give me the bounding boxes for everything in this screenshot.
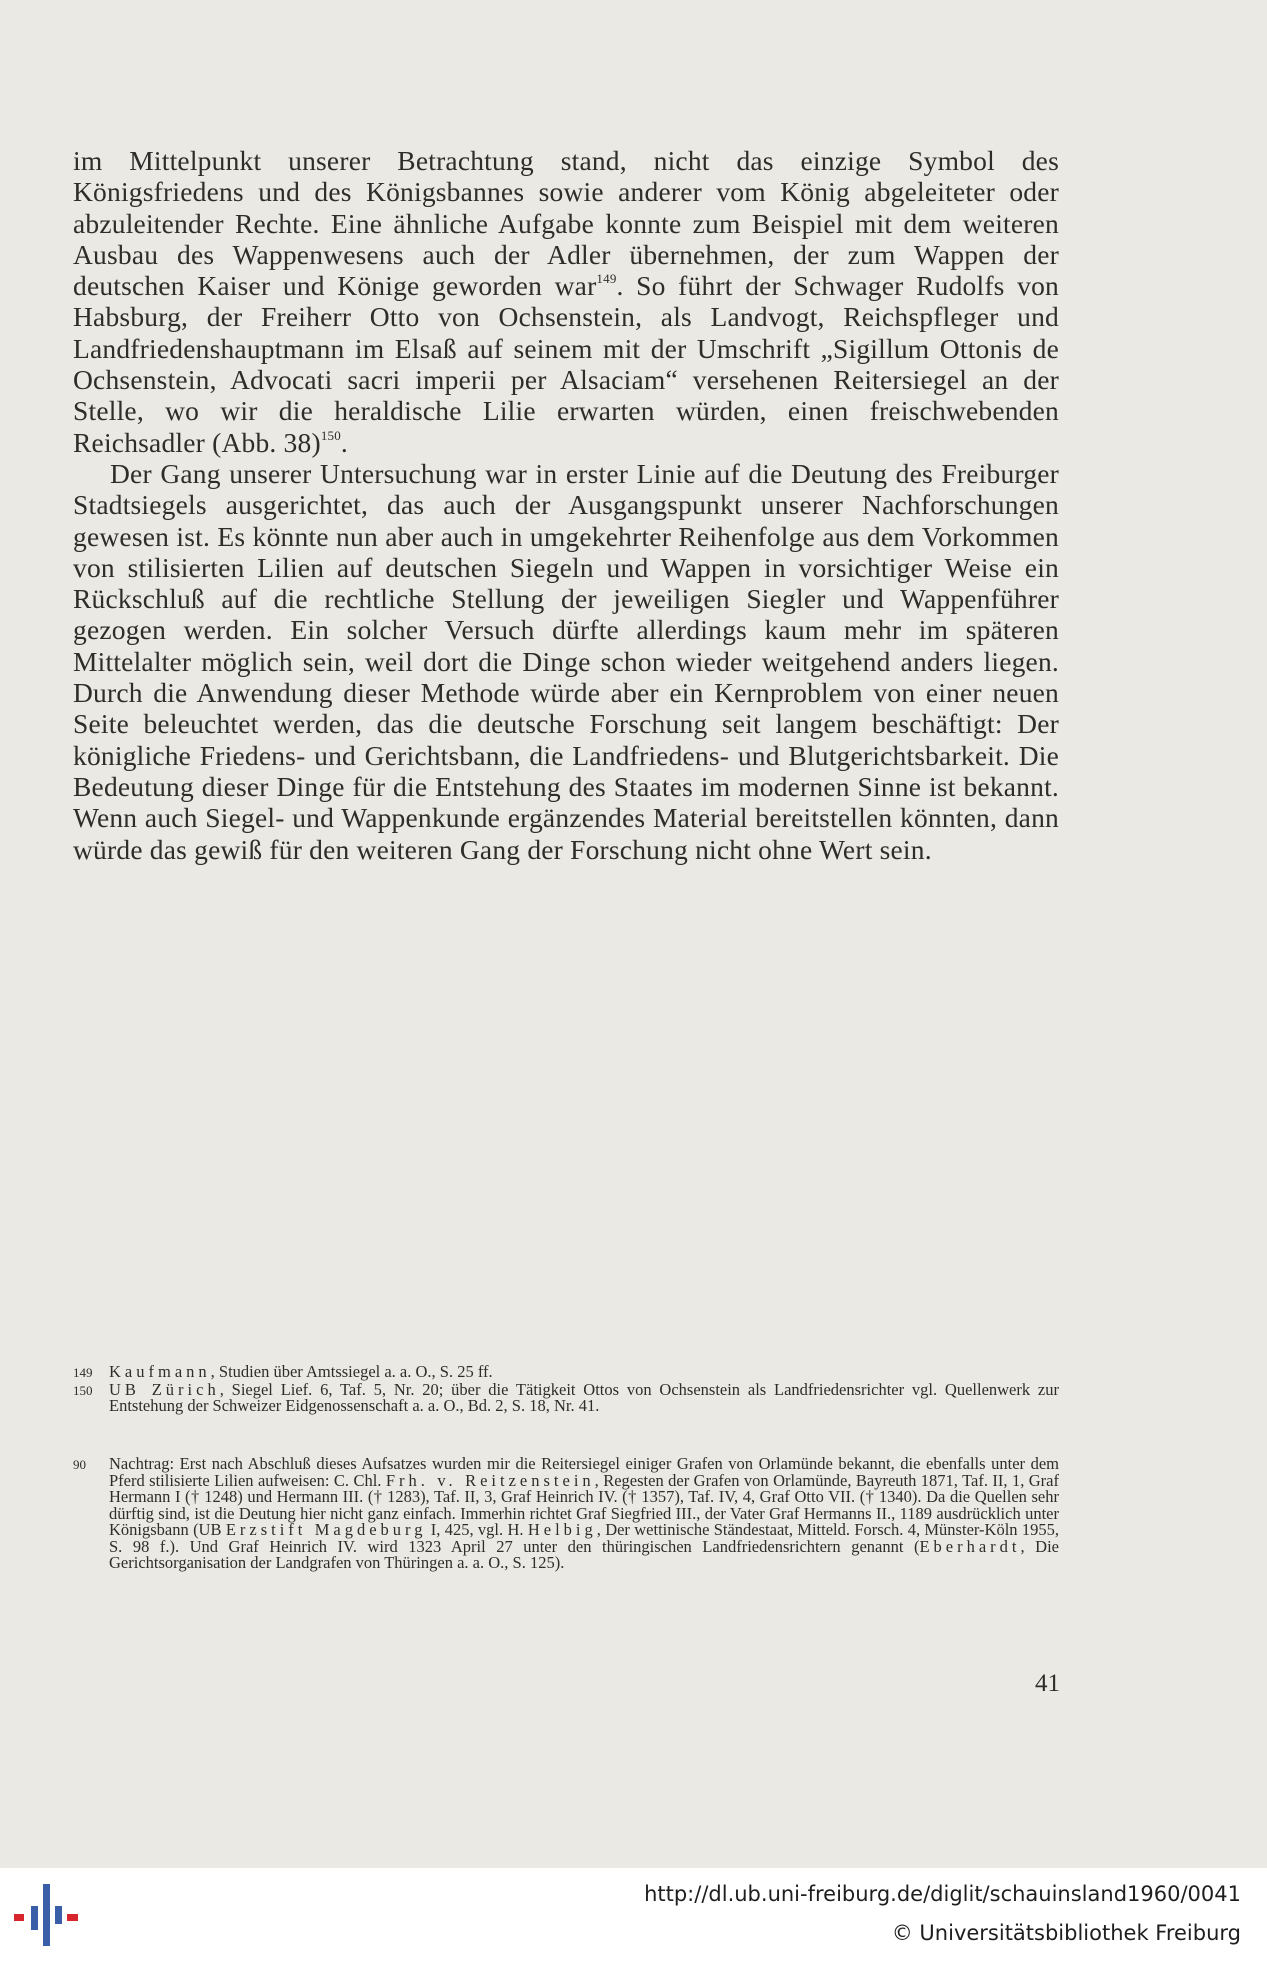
footnote-ref[interactable]: 150 <box>320 427 341 443</box>
addendum-note <box>73 1456 1059 1572</box>
page-number: 41 <box>1035 1670 1060 1697</box>
copyright-notice: © Universitätsbibliothek Freiburg <box>891 1921 1241 1945</box>
footnotes <box>73 1364 1059 1415</box>
paragraph: im Mittelpunkt unserer Betrachtung stand, nicht das einzige Symbol des Königsfriedens und des Königsbannes sowie anderer vom König abgeleiteter oder abzuleitender Rechte. Eine ähnliche Aufgabe konnte zum Beispiel mit dem weiteren Ausbau des Wappenwesens auch der Adler übernehmen, der zum Wappen der deutschen Kaiser und Könige geworden war$^{149}$. So führt der Schwager Rudolfs von Habsburg, der Freiherr Otto von Ochsenstein, als Landvogt, Reichspfleger und Landfriedenshauptmann im Elsaß auf seinem mit der Umschrift „Sigillum Ottonis de Ochsenstein, Advocati sacri imperii per Alsaciam“ versehenen Reitersiegel an der Stelle, wo wir die heraldische Lilie erwarten würden, einen freischwebenden Reichsadler (Abb. 38)$^{150}$. <box>73 145 1059 458</box>
footnote: 90 Nachtrag: Erst nach Abschluß dieses Aufsatzes wurden mir die Reitersiegel einiger Grafen von Orlamünde bekannt, die ebenfalls unter dem Pferd stilisierte Lilien aufweisen: C. Chl. Frh. v. Reitzenstein, Regesten der Grafen von Orlamünde, Bayreuth 1871, Taf. II, 1, Graf Hermann I († 1248) und Hermann III. († 1283), Taf. II, 3, Graf Heinrich IV. († 1357), Taf. IV, 4, Graf Otto VII. († 1340). Da die Quellen sehr dürftig sind, ist die Deutung hier nicht ganz einfach. Immerhin richtet Graf Siegfried III., der Vater Graf Hermanns II., 1189 ausdrücklich unter Königsbann (UB Erzstift Magdeburg I, 425, vgl. H. Helbig, Der wettinische Ständestaat, Mitteld. Forsch. 4, Münster-Köln 1955, S. 98 f.). Und Graf Heinrich IV. wird 1323 April 27 unter den thüringischen Landfriedensrichtern genannt (Eberhardt, Die Gerichtsorganisation der Landgrafen von Thüringen a. a. O., S. 125). <box>73 1454 1059 1572</box>
footnote-author: UB Zürich <box>109 1379 220 1399</box>
footnote-ref[interactable]: 149 <box>596 271 617 287</box>
footnote-number: 150 <box>73 1382 93 1398</box>
main-text <box>73 145 1059 865</box>
footer-bar <box>0 1868 1267 1961</box>
footnote-number: 149 <box>73 1365 93 1380</box>
footnote-author: Kaufmann <box>109 1362 211 1381</box>
permalink-url[interactable]: http://dl.ub.uni-freiburg.de/diglit/schauinsland1960/0041 <box>644 1882 1241 1906</box>
footnote: 150 UB Zürich, Siegel Lief. 6, Taf. 5, Nr. 20; über die Tätigkeit Ottos von Ochsenstein als Landfriedensrichter vgl. Quellenwerk zur Entstehung der Schweizer Eidgenossenschaft a. a. O., Bd. 2, S. 18, Nr. 41. <box>73 1379 1059 1415</box>
footnote: 149 Kaufmann, Studien über Amtssiegel a. a. O., S. 25 ff. <box>73 1362 493 1381</box>
footnote-number: 90 <box>73 1457 86 1472</box>
ub-freiburg-logo-icon[interactable] <box>14 1884 78 1946</box>
paragraph: Der Gang unserer Untersuchung war in erster Linie auf die Deutung des Freiburger Stadtsiegels ausgerichtet, das auch der Ausgangspunkt unserer Nachforschungen gewesen ist. Es könnte nun aber auch in umgekehrter Reihenfolge aus dem Vorkommen von stilisierten Lilien auf deutschen Siegeln und Wappen in vorsichtiger Weise ein Rückschluß auf die rechtliche Stellung der jeweiligen Siegler und Wappenführer gezogen werden. Ein solcher Versuch dürfte allerdings kaum mehr im späteren Mittelalter möglich sein, weil dort die Dinge schon wieder weitgehend anders liegen. Durch die Anwendung dieser Methode würde aber ein Kernproblem von einer neuen Seite beleuchtet werden, das die deutsche Forschung seit langem beschäftigt: Der königliche Friedens- und Gerichtsbann, die Landfriedens- und Blutgerichtsbarkeit. Die Bedeutung dieser Dinge für die Entstehung des Staates im modernen Sinne ist bekannt. Wenn auch Siegel- und Wappenkunde ergänzendes Material bereitstellen könnten, dann würde das gewiß für den weiteren Gang der Forschung nicht ohne Wert sein. <box>73 457 1059 865</box>
